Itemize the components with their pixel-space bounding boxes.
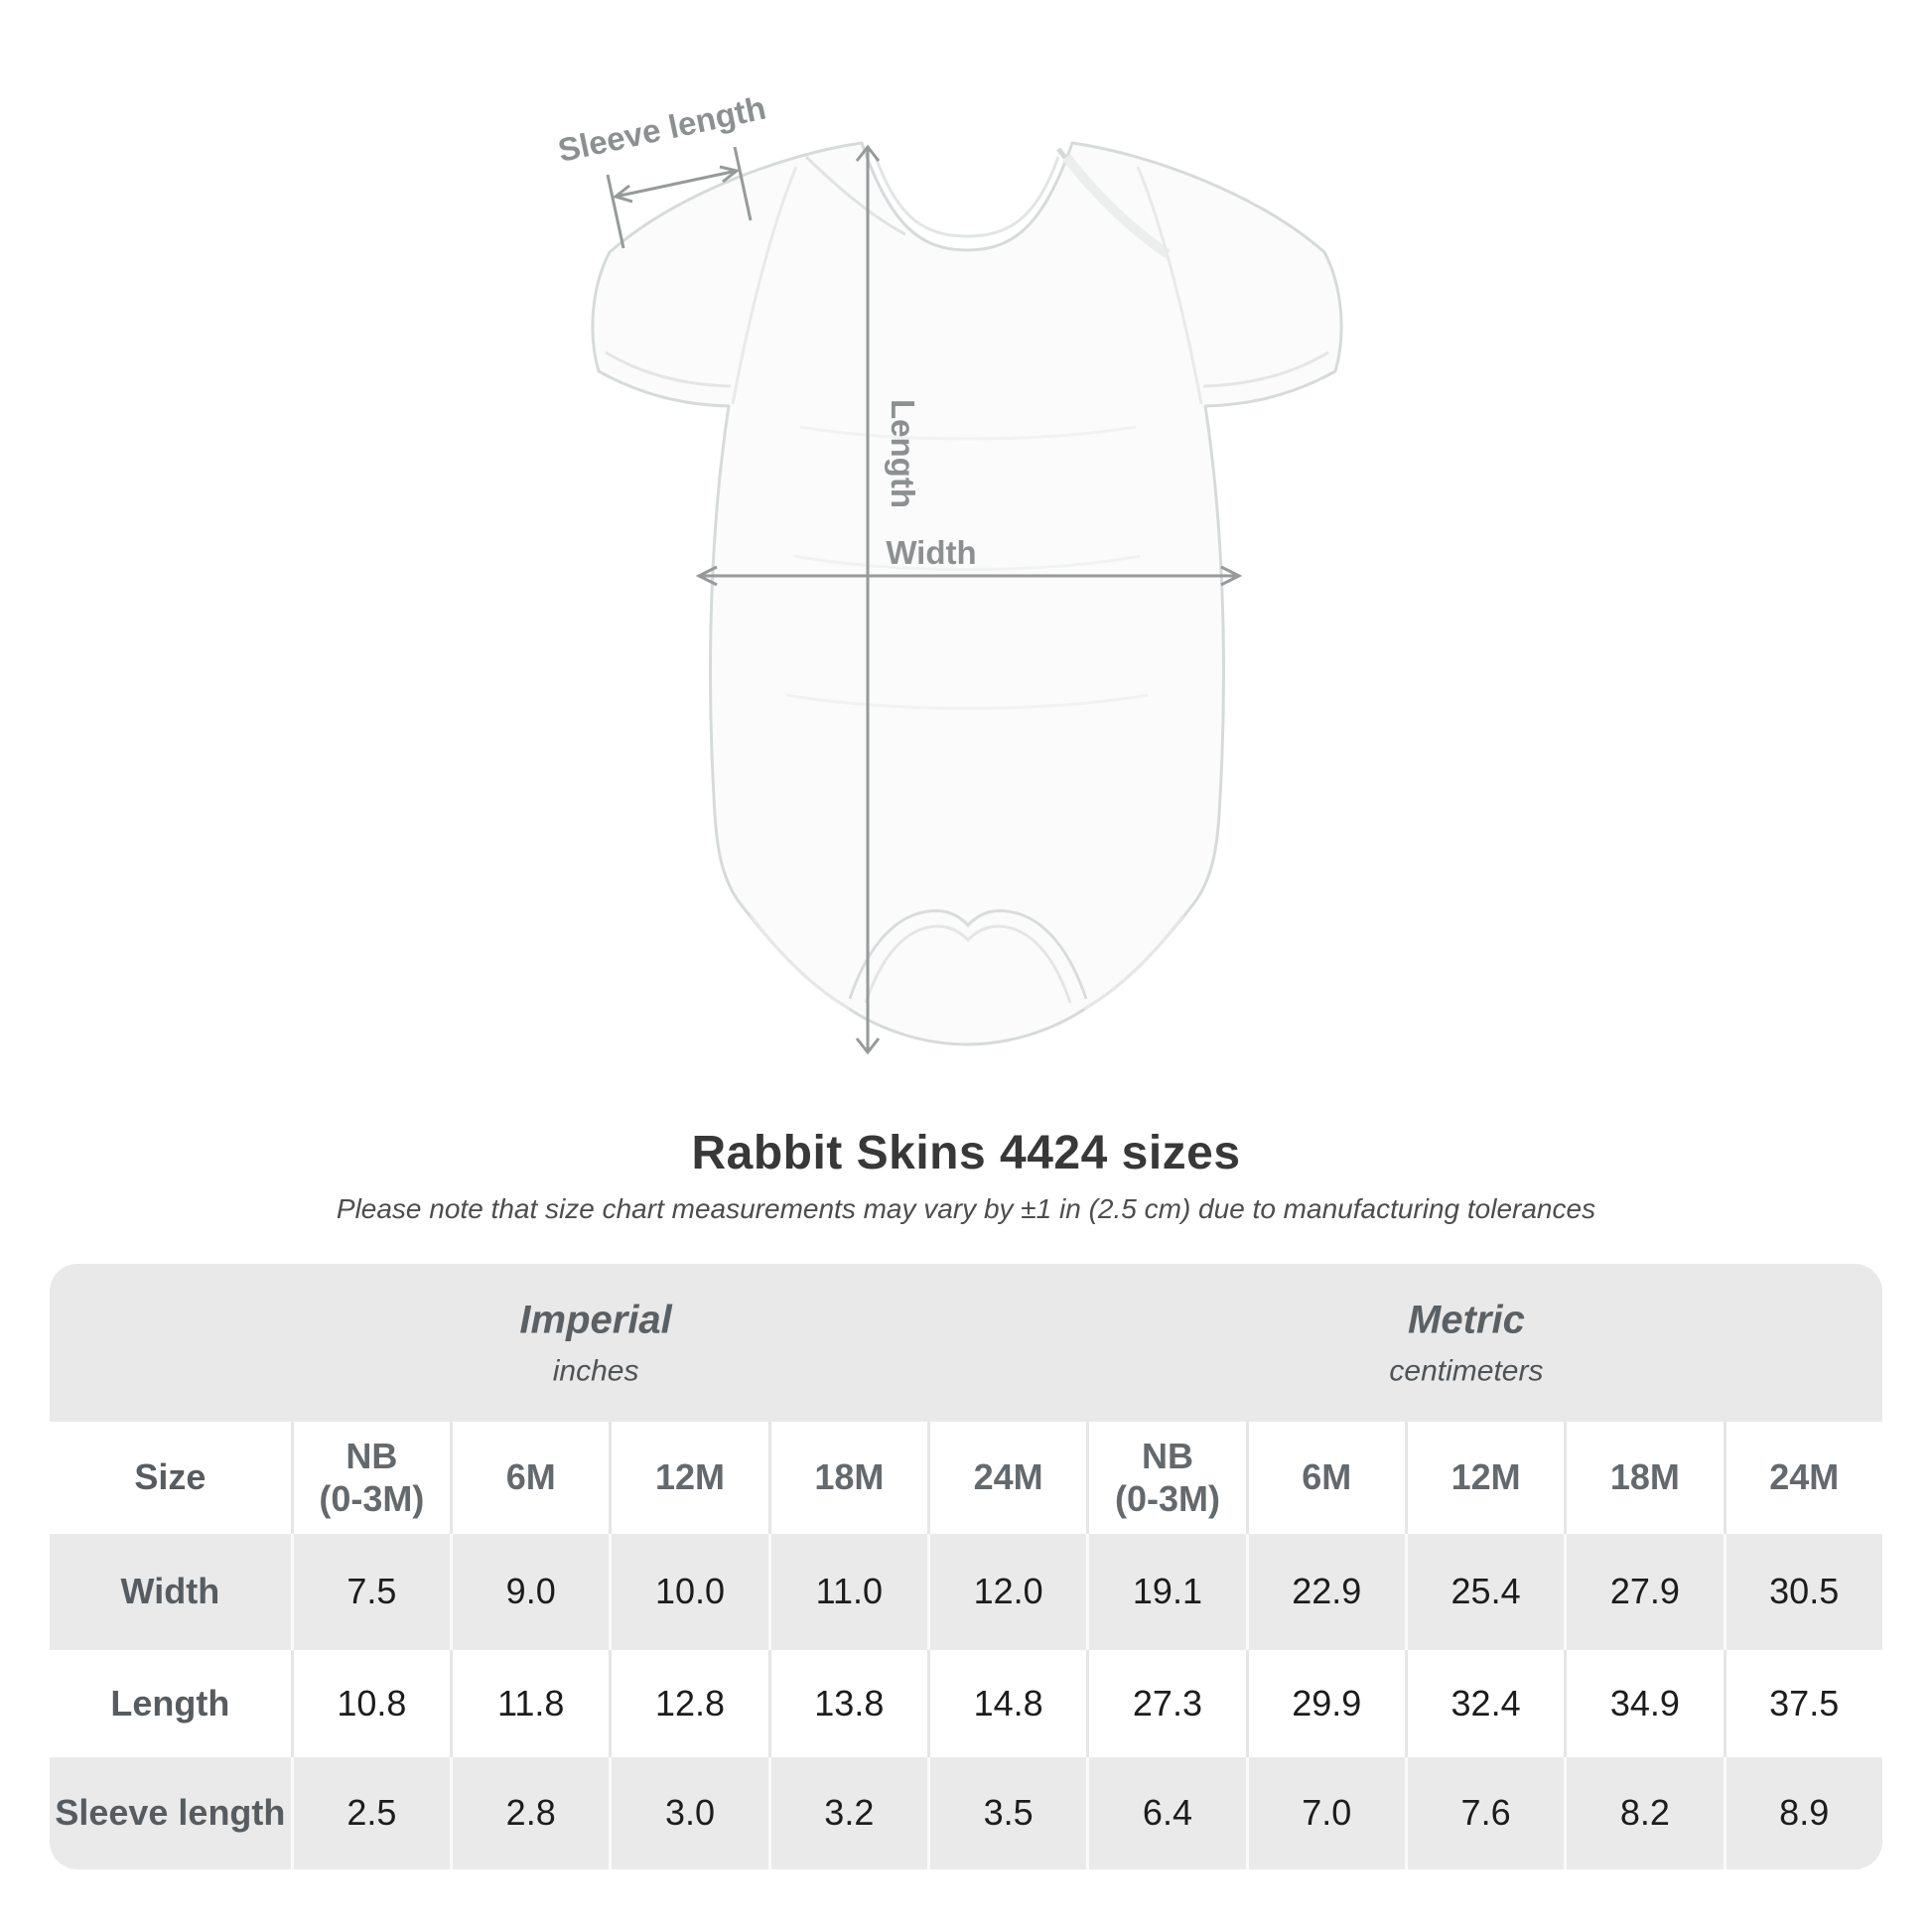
size-value-cell-text: 37.5 [1769,1682,1840,1724]
row-label-text: Sleeve length [55,1792,286,1834]
size-value-cell-text: 30.5 [1769,1571,1840,1612]
size-value-cell [1405,1534,1564,1650]
size-value-cell-text: 25.4 [1450,1571,1521,1612]
column-header-imperial-1 [450,1422,609,1534]
size-value-cell [609,1534,767,1650]
row-label [50,1650,291,1757]
size-value-cell-text: 6.4 [1142,1792,1192,1834]
size-value-cell-text: 32.4 [1450,1682,1521,1724]
size-table-grid [50,1422,1882,1869]
size-value-cell [1246,1534,1405,1650]
size-value-cell [450,1650,609,1757]
size-value-cell [291,1650,450,1757]
column-header-metric-4-text: 24M [1769,1456,1840,1498]
column-header-imperial-2 [609,1422,767,1534]
imperial-unit-label: inches [552,1354,639,1387]
table-row-length [50,1650,1882,1757]
size-value-cell [609,1650,767,1757]
row-label [50,1534,291,1650]
size-value-cell-text: 2.5 [346,1792,397,1834]
size-value-cell [291,1757,450,1869]
size-value-cell [927,1650,1086,1757]
size-value-cell-text: 2.8 [505,1792,556,1834]
size-value-cell-text: 34.9 [1609,1682,1680,1724]
size-value-cell [1564,1534,1723,1650]
size-table [50,1264,1882,1869]
table-row-sleeve-length [50,1757,1882,1869]
size-value-cell-text: 8.9 [1779,1792,1830,1834]
column-header-imperial-4 [927,1422,1086,1534]
column-header-metric-1 [1246,1422,1405,1534]
size-value-cell-text: 7.5 [346,1571,397,1612]
length-label: Length [885,399,921,508]
size-value-cell-text: 11.0 [815,1571,884,1612]
column-header-imperial-3 [768,1422,927,1534]
size-value-cell [1405,1650,1564,1757]
size-value-cell-text: 11.8 [497,1682,565,1724]
column-header-imperial-0 [291,1422,450,1534]
column-header-metric-0-text: NB [1141,1436,1193,1477]
size-column-header-text: Size [134,1456,207,1498]
column-header-metric-2 [1405,1422,1564,1534]
column-header-metric-0-text: (0-3M) [1114,1477,1220,1519]
size-value-cell-text: 27.3 [1132,1682,1202,1724]
table-row-width [50,1534,1882,1650]
row-label-text: Width [120,1571,220,1612]
unit-header-band [50,1264,1882,1422]
onesie-drawing [593,143,1341,1044]
column-header-imperial-1-text: 6M [505,1456,556,1498]
column-header-metric-3-text: 18M [1609,1456,1680,1498]
sleeve-length-label: Sleeve length [554,88,769,169]
size-value-cell [1724,1534,1882,1650]
column-header-imperial-2-text: 12M [655,1456,726,1498]
size-value-cell-text: 12.8 [654,1682,726,1724]
imperial-group-header [519,1298,671,1388]
size-value-cell [768,1757,927,1869]
size-value-cell [609,1757,767,1869]
size-value-cell [768,1534,927,1650]
row-label-text: Length [110,1682,230,1724]
column-header-metric-2-text: 12M [1450,1456,1521,1498]
metric-unit-label: centimeters [1389,1354,1544,1387]
size-value-cell [1724,1757,1882,1869]
row-label [50,1757,291,1869]
column-header-metric-0 [1086,1422,1245,1534]
size-value-cell [1086,1534,1245,1650]
size-column-header [50,1422,291,1534]
column-header-metric-1-text: 6M [1302,1456,1352,1498]
size-value-cell [768,1650,927,1757]
column-header-imperial-4-text: 24M [973,1456,1043,1498]
size-value-cell [1246,1650,1405,1757]
column-header-imperial-0-text: NB [345,1436,398,1477]
size-value-cell [927,1534,1086,1650]
size-value-cell-text: 27.9 [1609,1571,1680,1612]
size-value-cell-text: 22.9 [1292,1571,1362,1612]
size-value-cell [1724,1650,1882,1757]
size-value-cell [450,1534,609,1650]
size-value-cell [450,1757,609,1869]
size-value-cell-text: 19.1 [1132,1571,1202,1612]
column-header-metric-3 [1564,1422,1723,1534]
page-subtitle: Please note that size chart measurements may vary by ±1 in (2.5 cm) due to manufacturing tolerances [336,1193,1596,1224]
sleeve-measure-tick [608,175,623,248]
width-label: Width [886,534,977,571]
size-value-cell-text: 10.8 [337,1682,407,1724]
size-value-cell-text: 14.8 [973,1682,1043,1724]
size-value-cell-text: 12.0 [973,1571,1043,1612]
size-value-cell [1405,1757,1564,1869]
size-value-cell-text: 29.9 [1292,1682,1362,1724]
size-value-cell-text: 9.0 [505,1571,556,1612]
size-value-cell-text: 10.0 [654,1571,726,1612]
size-value-cell [1564,1757,1723,1869]
metric-label: Metric [1408,1298,1525,1341]
size-value-cell [1086,1650,1245,1757]
size-value-cell-text: 3.0 [664,1792,716,1834]
page-title: Rabbit Skins 4424 sizes [691,1127,1241,1179]
size-value-cell-text: 3.2 [824,1792,875,1834]
column-header-metric-4 [1724,1422,1882,1534]
size-value-cell-text: 13.8 [814,1682,885,1724]
metric-group-header [1389,1298,1543,1388]
size-value-cell [291,1534,450,1650]
size-value-cell [1246,1757,1405,1869]
size-value-cell-text: 3.5 [983,1792,1034,1834]
column-header-imperial-0-text: (0-3M) [319,1477,425,1519]
size-value-cell [927,1757,1086,1869]
size-value-cell-text: 7.0 [1302,1792,1352,1834]
size-value-cell-text: 7.6 [1460,1792,1511,1834]
column-header-row [50,1422,1882,1534]
size-value-cell [1086,1757,1245,1869]
size-value-cell-text: 8.2 [1619,1792,1670,1834]
size-value-cell [1564,1650,1723,1757]
onesie-outline [593,143,1341,1044]
imperial-label: Imperial [519,1298,672,1341]
column-header-imperial-3-text: 18M [814,1456,885,1498]
